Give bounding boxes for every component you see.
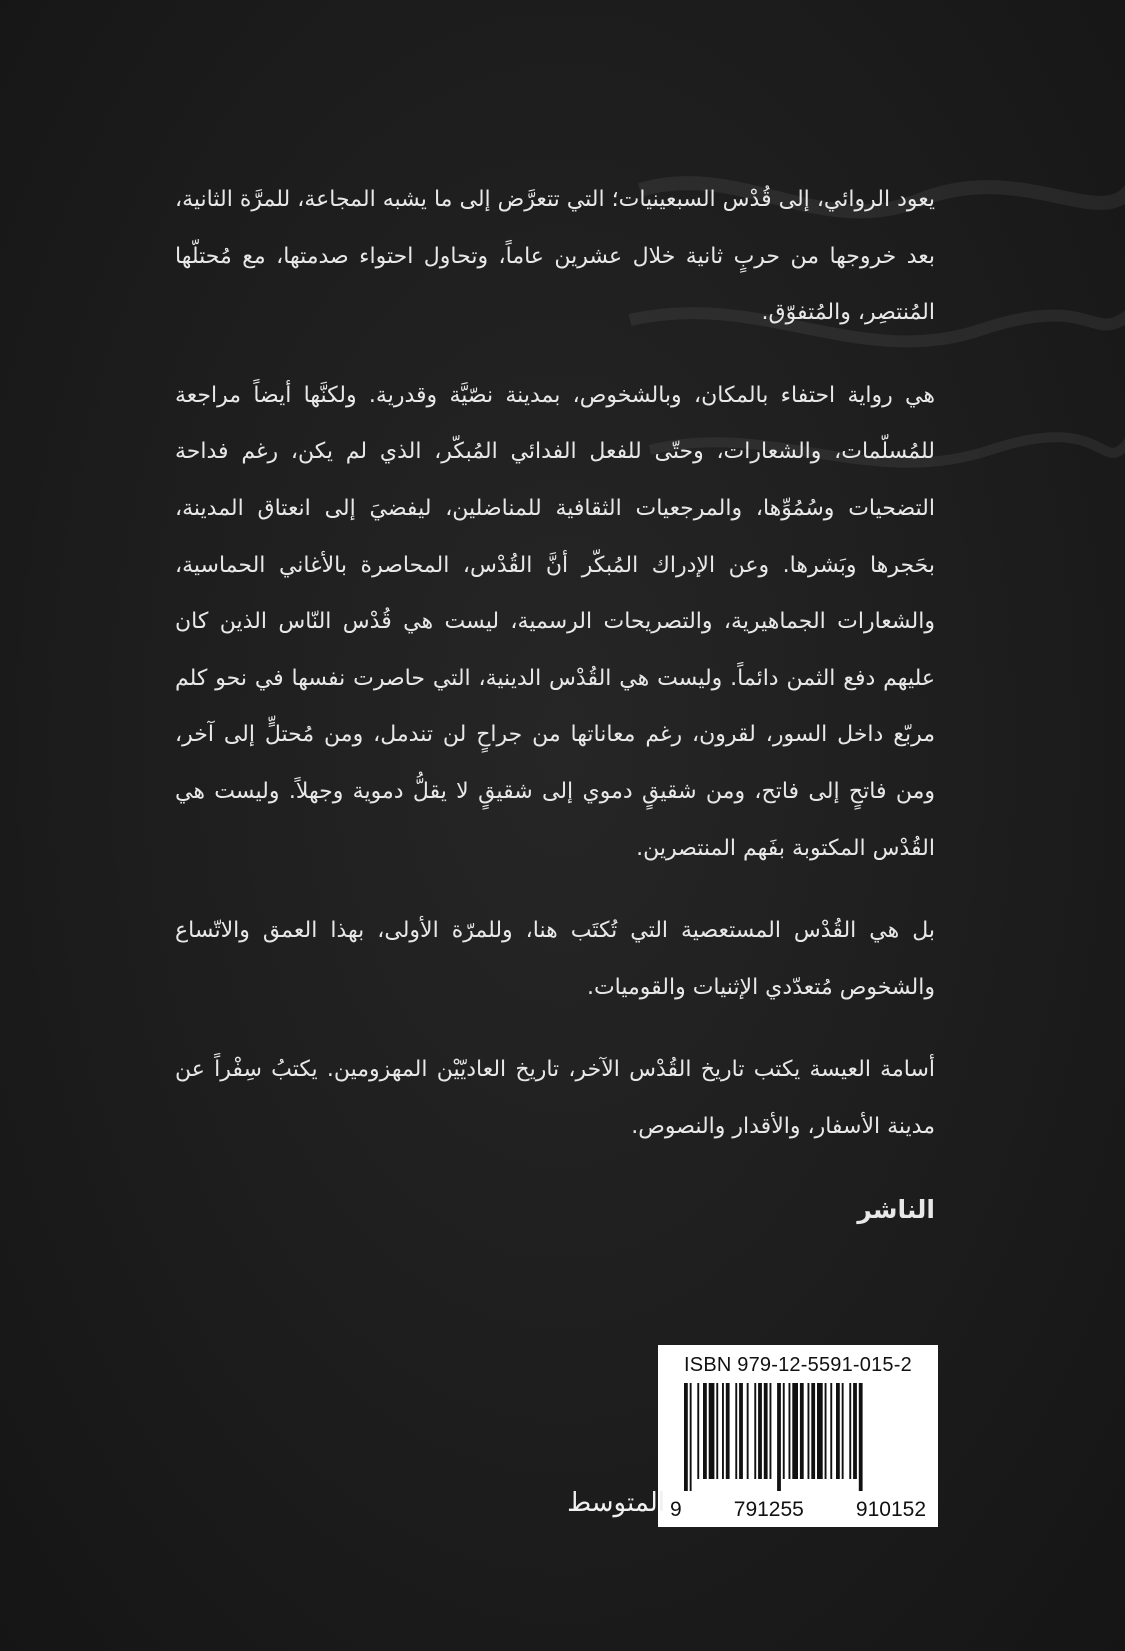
barcode-bar — [747, 1383, 749, 1479]
barcode-digit-group-1: 791255 — [733, 1498, 804, 1521]
barcode-bar — [859, 1383, 863, 1491]
blurb-paragraph-3: بل هي القُدْس المستعصية التي تُكتَب هنا، وللمرّة الأولى، بهذا العمق والاتّساع والشخوص مُتعدّدي الإثنيات والقوميات. — [175, 918, 935, 1000]
barcode-bar — [817, 1383, 823, 1479]
barcode-bar — [853, 1383, 857, 1479]
barcode-bar — [783, 1383, 785, 1479]
barcode-bar — [789, 1383, 791, 1479]
barcode-bar — [777, 1383, 781, 1491]
barcode-bar — [703, 1383, 707, 1479]
publisher-logo — [505, 1488, 665, 1528]
barcode-bar — [811, 1383, 815, 1479]
barcode-bars — [678, 1383, 918, 1491]
barcode-bar — [716, 1383, 718, 1479]
blurb-text — [175, 172, 935, 1238]
barcode-bar — [709, 1383, 715, 1479]
barcode-bar — [764, 1383, 768, 1479]
barcode-digits — [670, 1499, 926, 1521]
blurb-paragraph-2: هي رواية احتفاء بالمكان، وبالشخوص، بمدينة نصّيَّة وقدرية. ولكنَّها أيضاً مراجعة للمُسلّمات، والشعارات، وحتّى للفعل الفدائي المُبكّر، الذي لم يكن، رغم فداحة التضحيات وسُمُوِّها، والمرجعيات الثقافية للمناضلين، ليفضيَ إلى انعتاق المدينة، بحَجرها وبَشرها. وعن الإدراك المُبكّر أنَّ القُدْس، المحاصرة بالأغاني الحماسية، والشعارات الجماهيرية، والتصريحات الرسمية، ليست هي قُدْس النّاس الذين كان عليهم دفع الثمن دائماً. وليست هي القُدْس الدينية، التي حاصرت نفسها في نحو كلم مربّع داخل السور، لقرون، رغم معاناتها من جراحٍ لن تندمل، ومن مُحتلٍّ إلى آخر، ومن فاتحٍ إلى فاتح، ومن شقيقٍ دموي إلى شقيقٍ لا يقلُّ دموية وجهلاً. وليست هي القُدْس المكتوبة بفَهم المنتصرين. — [175, 382, 935, 861]
barcode-bar — [825, 1383, 827, 1479]
barcode-bar — [726, 1383, 730, 1479]
isbn-barcode — [658, 1345, 938, 1527]
isbn-text: ISBN 979-12-5591-015-2 — [684, 1354, 912, 1376]
barcode-bar — [684, 1383, 688, 1491]
barcode-bar — [722, 1383, 724, 1479]
barcode-bar — [690, 1383, 692, 1491]
barcode-bar — [842, 1383, 844, 1479]
barcode-bar — [808, 1383, 810, 1479]
barcode-bar — [800, 1383, 804, 1479]
barcode-bar — [849, 1383, 851, 1479]
barcode-bar — [739, 1383, 743, 1479]
barcode-digit-group-2: 910152 — [855, 1498, 926, 1521]
barcode-bar — [735, 1383, 737, 1479]
barcode-bar — [697, 1383, 699, 1479]
blurb-paragraph-4: أسامة العيسة يكتب تاريخ القُدْس الآخر، تاريخ العاديّيْن المهزومين. يكتبُ سِفْراً عن مدينة الأسفار، والأقدار والنصوص. — [175, 1057, 935, 1139]
barcode-digit-prefix: 9 — [670, 1498, 682, 1521]
barcode-bar — [836, 1383, 840, 1479]
barcode-bar — [830, 1383, 832, 1479]
barcode-bar — [792, 1383, 798, 1479]
barcode-bar — [758, 1383, 762, 1479]
barcode-bar — [770, 1383, 772, 1479]
publisher-label: الناشر — [857, 1194, 935, 1224]
barcode-bar — [754, 1383, 756, 1479]
publisher-logo-text: المتوسط — [567, 1488, 665, 1518]
blurb-paragraph-1: يعود الروائي، إلى قُدْس السبعينيات؛ التي تتعرَّض إلى ما يشبه المجاعة، للمرَّة الثانية، بعد خروجها من حربٍ ثانية خلال عشرين عاماً، وتحاول احتواء صدمتها، مع مُحتلّها المُنتصِر، والمُتفوّق. — [175, 187, 935, 326]
